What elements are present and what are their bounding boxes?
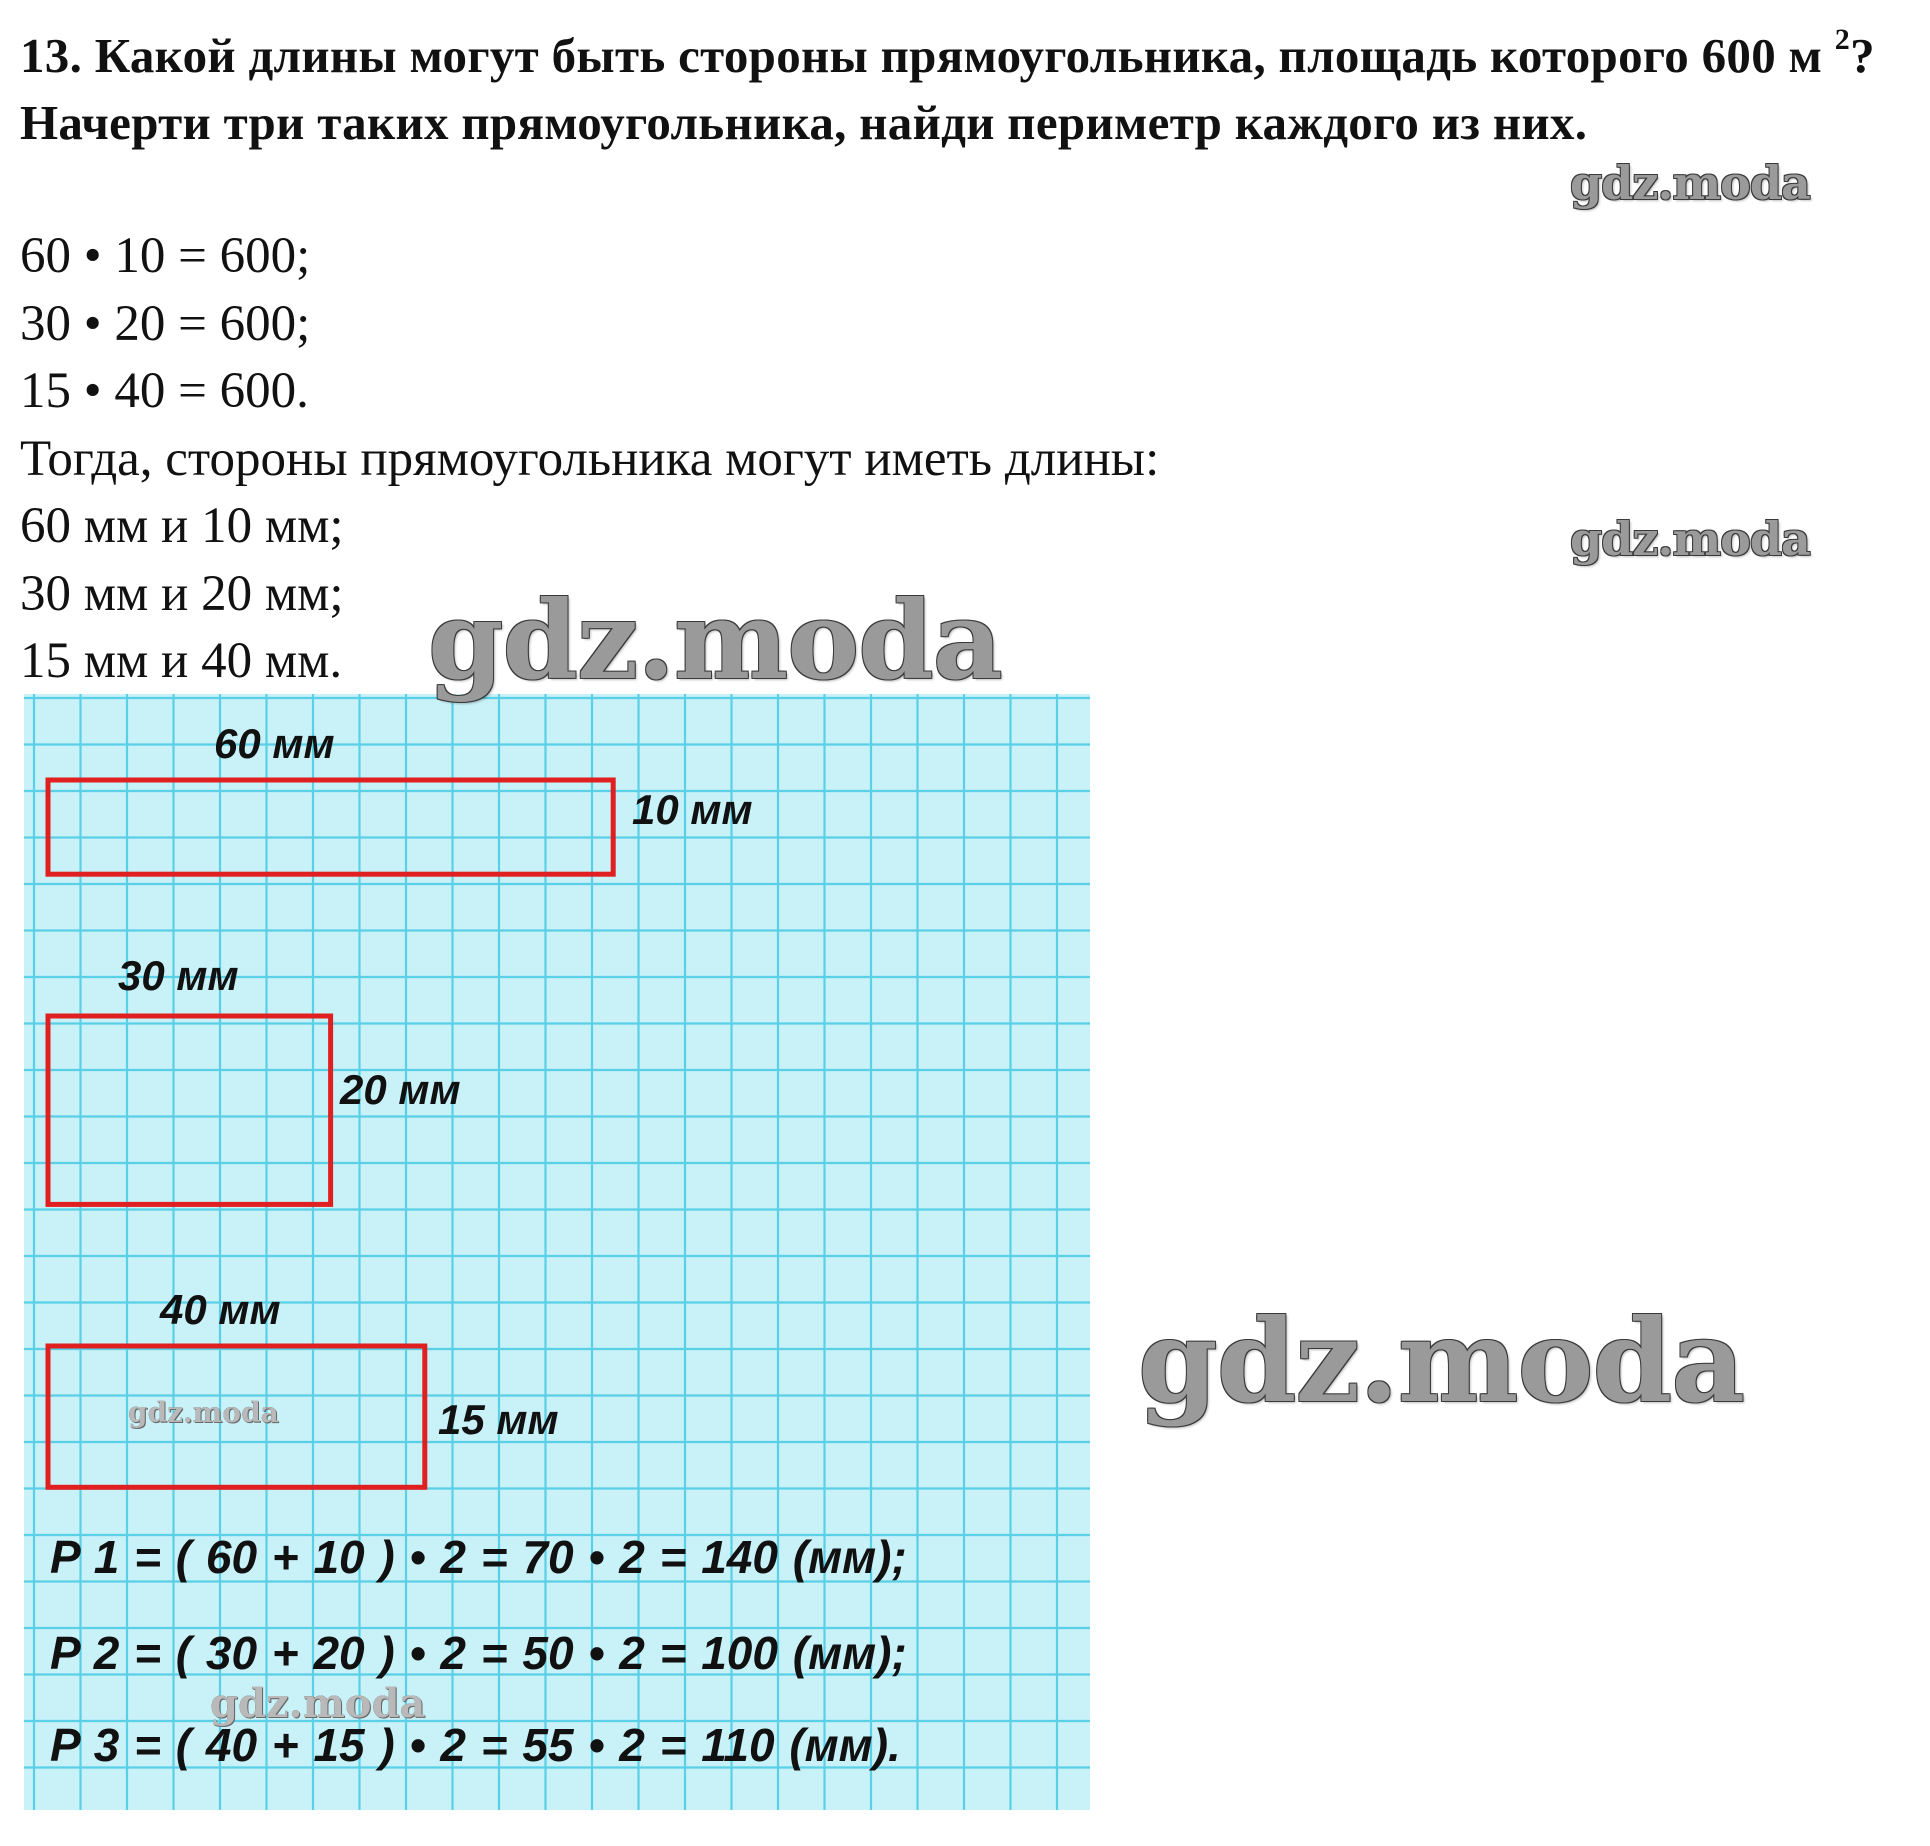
watermark-top-right: gdz.moda xyxy=(1570,156,1810,210)
watermark-large-right: gdz.moda xyxy=(1138,1294,1745,1428)
watermark-small-in-rect: gdz.moda xyxy=(128,1396,279,1429)
watermark-small-bottom: gdz.moda xyxy=(210,1680,426,1727)
solution-line-4: Тогда, стороны прямоугольника могут иметь длины: xyxy=(20,431,1160,487)
solution-line-1: 60 • 10 = 600; xyxy=(20,228,311,284)
watermark-middle-right: gdz.moda xyxy=(1570,512,1810,566)
solution-line-3: 15 • 40 = 600. xyxy=(20,363,309,419)
solution-line-6: 30 мм и 20 мм; xyxy=(20,566,344,622)
task-superscript: 2 xyxy=(1834,22,1851,56)
grid-drawing xyxy=(24,694,1090,1810)
task-text-part-2: ? Начерти три таких прямоугольника, найди периметр каждого из них. xyxy=(20,28,1875,150)
rect-2-side-label: 20 мм xyxy=(340,1066,461,1113)
solution-line-2: 30 • 20 = 600; xyxy=(20,296,311,352)
perimeter-formula-2: P 2 = ( 30 + 20 ) • 2 = 50 • 2 = 100 (мм); xyxy=(50,1627,907,1679)
rect-3-side-label: 15 мм xyxy=(438,1396,559,1443)
solution-line-7: 15 мм и 40 мм. xyxy=(20,633,343,689)
watermark-large-center: gdz.moda xyxy=(428,578,1002,704)
rect-2-top-label: 30 мм xyxy=(118,952,239,999)
perimeter-formula-3: P 3 = ( 40 + 15 ) • 2 = 55 • 2 = 110 (мм). xyxy=(50,1719,901,1771)
solution-line-5: 60 мм и 10 мм; xyxy=(20,498,344,554)
rect-1-top-label: 60 мм xyxy=(214,720,335,767)
task-statement xyxy=(20,22,1920,156)
rect-3-top-label: 40 мм xyxy=(160,1286,281,1333)
task-text-part-1: 13. Какой длины могут быть стороны прямоугольника, площадь которого 600 м xyxy=(20,28,1835,83)
perimeter-formula-1: P 1 = ( 60 + 10 ) • 2 = 70 • 2 = 140 (мм); xyxy=(50,1531,907,1583)
rect-1-side-label: 10 мм xyxy=(632,786,753,833)
